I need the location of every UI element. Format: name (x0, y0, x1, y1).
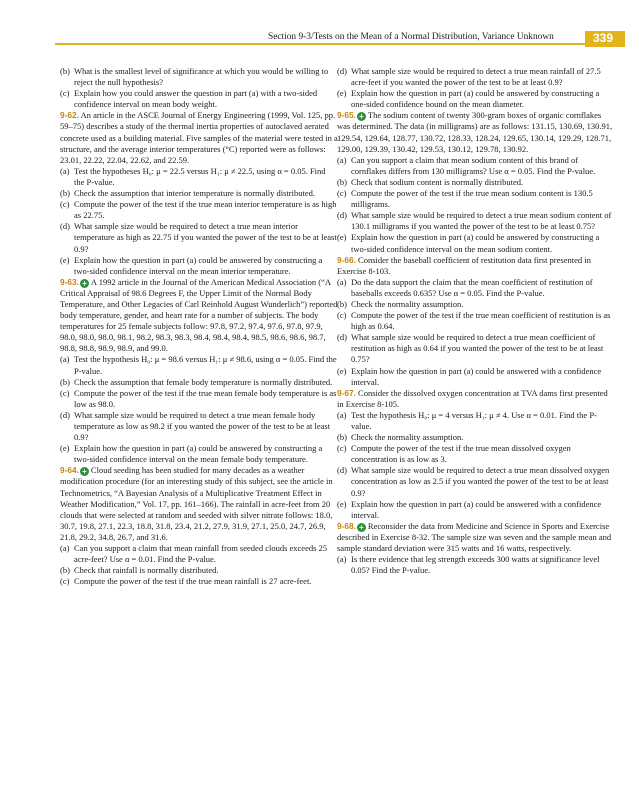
part-text: What sample size would be required to detect a true mean female body temperature as low as 98.2 if you wanted the power of the test to be at least 0.9? (74, 409, 331, 443)
part-text: Explain how the question in part (a) could be answered by constructing a two-sided confidence interval on the mean female body temperature. (74, 443, 323, 465)
part-label: (d) (60, 409, 70, 420)
exercise-text: An article in the ASCE Journal of Energy Engineering (1999, Vol. 125, pp. 59–75) describes a study of the thermal inertia properties of autoclaved aerated concrete used as a building material. Five samples of the material were tested in a structure, and the average interior temperatures (°C) reported were as follows: 23.01, 22.22, 22.04, 22.62, and 22.59. (60, 110, 338, 165)
exercise-part (60, 354, 338, 376)
exercise-part (337, 310, 615, 332)
page-header (0, 31, 639, 45)
part-text: Explain how the question in part (a) could be answered with a confidence interval. (351, 365, 602, 387)
part-text: What sample size would be required to detect a true mean sodium content of 130.1 milligrams if you wanted the power of the test to be at least 0.75? (351, 210, 612, 232)
exercise-paragraph (60, 277, 338, 355)
part-text: Explain how the question in part (a) could be answered with a confidence interval. (351, 498, 602, 520)
part-text: Compute the power of the test if the true mean female body temperature is as low as 98.0. (74, 387, 337, 409)
exercise-part (60, 443, 338, 465)
exercise-paragraph (337, 255, 615, 277)
exercise-part (60, 543, 338, 565)
part-label: (c) (337, 310, 347, 321)
exercise-paragraph (60, 465, 338, 543)
exercise-paragraph (60, 110, 338, 165)
part-label: (a) (337, 276, 347, 287)
running-head: Section 9-3/Tests on the Mean of a Normal Distribution, Variance Unknown (268, 32, 554, 42)
part-text: Do the data support the claim that the mean coefficient of restitution of baseballs exceeds 0.635? Use α = 0.05. Find the P-value. (351, 276, 593, 298)
exercise-part (337, 332, 615, 365)
exercise-number: 9-67. (337, 387, 356, 398)
part-label: (d) (337, 210, 347, 221)
exercise-part (60, 66, 338, 88)
exercise-number: 9-66. (337, 254, 356, 265)
part-text: Compute the power of the test if the true mean interior temperature is as high as 22.75. (74, 199, 337, 221)
part-label: (a) (337, 409, 347, 420)
part-text: Test the hypothesis H₀: μ = 98.6 versus H₁: μ ≠ 98.6, using α = 0.05. Find the P-value. (74, 354, 337, 376)
exercise-part (60, 576, 338, 587)
part-label: (b) (337, 432, 347, 443)
part-label: (d) (60, 221, 70, 232)
part-text: Explain how you could answer the question in part (a) with a two-sided confidence interval on mean body weight. (74, 88, 318, 110)
plus-circle-icon: + (80, 467, 89, 476)
exercise-part (337, 188, 615, 210)
part-text: Can you support a claim that mean sodium content of this brand of cornflakes differs from 130 milligrams? Use α = 0.05. Find the P-value. (351, 154, 596, 176)
part-label: (b) (60, 376, 70, 387)
exercise-part (60, 255, 338, 277)
part-text: Compute the power of the test if the true mean dissolved oxygen concentration is as low as 3. (351, 443, 571, 465)
part-label: (c) (337, 443, 347, 454)
part-text: Check the assumption that female body temperature is normally distributed. (74, 376, 333, 387)
part-label: (b) (337, 298, 347, 309)
part-text: Is there evidence that leg strength exceeds 300 watts at significance level 0.05? Find the P-value. (351, 554, 600, 576)
exercise-part (337, 88, 615, 110)
exercise-paragraph (337, 388, 615, 410)
exercise-part (337, 210, 615, 232)
exercise-text: Consider the dissolved oxygen concentration at TVA dams first presented in Exercise 8-105. (337, 387, 608, 409)
part-label: (e) (337, 232, 347, 243)
part-text: What sample size would be required to detect a true mean rainfall of 27.5 acre-feet if you wanted the power of the test to be at least 0.9? (351, 66, 601, 88)
header-rule (55, 43, 620, 45)
part-text: Test the hypotheses H₀: μ = 22.5 versus H₁: μ ≠ 22.5, using α = 0.05. Find the P-value. (74, 165, 326, 187)
part-text: Compute the power of the test if the true mean rainfall is 27 acre-feet. (74, 576, 312, 587)
page-number: 339 (593, 31, 614, 45)
part-text: What sample size would be required to detect a true mean interior temperature as high as 22.75 if you wanted the power of the test to be at least 0.9? (74, 221, 337, 254)
part-text: Explain how the question in part (a) could be answered by constructing a two-sided confidence interval on the mean interior temperature. (74, 254, 323, 276)
exercise-number: 9-65. (337, 110, 356, 121)
part-text: What sample size would be required to detect a true mean dissolved oxygen concentration as low as 2.5 if you wanted the power of the test to be at least 0.9? (351, 465, 610, 498)
part-label: (c) (60, 387, 70, 398)
exercise-part (337, 432, 615, 443)
left-column (60, 66, 338, 587)
part-text: Explain how the question in part (a) could be answered by constructing a two-sided confidence interval on the mean sodium content. (351, 232, 600, 254)
part-label: (e) (60, 254, 70, 265)
part-text: Check the normality assumption. (351, 432, 464, 443)
part-label: (a) (337, 154, 347, 165)
exercise-part (337, 232, 615, 254)
part-label: (e) (337, 498, 347, 509)
part-text: Check that sodium content is normally distributed. (351, 176, 524, 187)
exercise-paragraph (337, 521, 615, 554)
exercise-text: Cloud seeding has been studied for many decades as a weather modification procedure (for an interesting study of this subject, see the article in Technometrics, “A Bayesian Analysis of a Multiplicative Treatment Effect in Weather Modification,” Vol. 17, pp. 161–166). The rainfall in acre-feet from 20 clouds that were selected at random and seeded with silver nitrate follows: 18.0, 30.7, 19.8, 27.1, 22.3, 18.8, 31.8, 23.4, 21.2, 27.9, 31.9, 27.1, 25.0, 24.7, 26.9, 21.8, 29.2, 34.8, 26.7, and 31.6. (60, 465, 333, 542)
exercise-text: A 1992 article in the Journal of the American Medical Association (“A Critical Appraisal of 98.6 Degrees F, the Upper Limit of the Normal Body Temperature, and Other Legacies of Carl Reinhold August Wunderlich”) reported body temperature, gender, and heart rate for a number of subjects. The body temperatures for 25 female subjects follow: 97.8, 97.2, 97.4, 97.6, 97.8, 97.9, 98.0, 98.0, 98.0, 98.1, 98.2, 98.3, 98.3, 98.4, 98.4, 98.4, 98.5, 98.6, 98.6, 98.7, 98.8, 98.8, 98.9, 98.9, and 99.0. (60, 276, 338, 354)
part-text: Check the normality assumption. (351, 298, 464, 309)
plus-circle-icon: + (357, 523, 366, 532)
exercise-number: 9-63. (60, 276, 79, 287)
part-label: (c) (60, 576, 70, 587)
part-label: (c) (60, 88, 70, 99)
exercise-part (337, 410, 615, 432)
part-text: Check the assumption that interior temperature is normally distributed. (74, 188, 316, 199)
right-column (337, 66, 615, 576)
part-label: (c) (60, 199, 70, 210)
exercise-part (337, 66, 615, 88)
exercise-part (60, 388, 338, 410)
part-text: Test the hypothesis H₀: μ = 4 versus H₁: μ ≠ 4. Use α = 0.01. Find the P-value. (351, 409, 597, 431)
exercise-text: Reconsider the data from Medicine and Science in Sports and Exercise described in Exercise 8-32. The sample size was seven and the sample mean and sample standard deviation were 315 watts and 16 watts, respectively. (337, 520, 612, 554)
part-text: What is the smallest level of significance at which you would be willing to reject the null hypothesis? (74, 66, 329, 88)
part-label: (e) (337, 88, 347, 99)
exercise-part (337, 443, 615, 465)
exercise-part (337, 499, 615, 521)
part-label: (a) (60, 543, 70, 554)
part-text: Explain how the question in part (a) could be answered by constructing a one-sided confidence bound on the mean diameter. (351, 88, 600, 110)
exercise-part (60, 188, 338, 199)
exercise-text: Consider the baseball coefficient of restitution data first presented in Exercise 8-103. (337, 254, 591, 276)
part-label: (d) (337, 332, 347, 343)
exercise-part (60, 221, 338, 254)
exercise-paragraph (337, 110, 615, 154)
exercise-part (60, 377, 338, 388)
exercise-number: 9-68. (337, 520, 356, 531)
part-label: (e) (337, 365, 347, 376)
part-text: Compute the power of the test if the true mean sodium content is 130.5 milligrams. (351, 188, 593, 210)
part-text: Check that rainfall is normally distributed. (74, 565, 219, 576)
exercise-part (60, 88, 338, 110)
plus-circle-icon: + (80, 279, 89, 288)
exercise-part (337, 299, 615, 310)
part-label: (a) (60, 165, 70, 176)
part-label: (d) (337, 66, 347, 76)
exercise-part (60, 199, 338, 221)
exercise-part (60, 166, 338, 188)
part-text: Compute the power of the test if the true mean coefficient of restitution is as high as 0.64. (351, 310, 611, 332)
part-label: (b) (337, 176, 347, 187)
exercise-part (60, 410, 338, 443)
part-text: Can you support a claim that mean rainfall from seeded clouds exceeds 25 acre-feet? Use α = 0.01. Find the P-value. (74, 543, 328, 565)
exercise-part (337, 465, 615, 498)
part-label: (b) (60, 66, 70, 76)
part-label: (a) (337, 554, 347, 565)
exercise-number: 9-62. (60, 110, 79, 121)
exercise-part (337, 177, 615, 188)
exercise-part (60, 565, 338, 576)
part-label: (d) (337, 465, 347, 476)
part-label: (b) (60, 188, 70, 199)
exercise-number: 9-64. (60, 465, 79, 476)
exercise-part (337, 155, 615, 177)
part-label: (b) (60, 565, 70, 576)
exercise-part (337, 366, 615, 388)
part-label: (a) (60, 354, 70, 365)
plus-circle-icon: + (357, 112, 366, 121)
exercise-text: The sodium content of twenty 300-gram boxes of organic cornflakes was determined. The data (in milligrams) are as follows: 131.15, 130.69, 130.91, 129.54, 129.64, 128.77, 130.72, 128.33, 128.24, 129.65, 130.14, 129.29, 128.71, 129.00, 129.39, 130.42, 129.53, 130.12, 129.78, 130.92. (337, 110, 613, 154)
part-label: (c) (337, 188, 347, 199)
part-label: (e) (60, 443, 70, 454)
exercise-part (337, 277, 615, 299)
part-text: What sample size would be required to detect a true mean coefficient of restitution as high as 0.64 if you wanted the power of the test to be at least 0.75? (351, 332, 604, 365)
exercise-part (337, 554, 615, 576)
